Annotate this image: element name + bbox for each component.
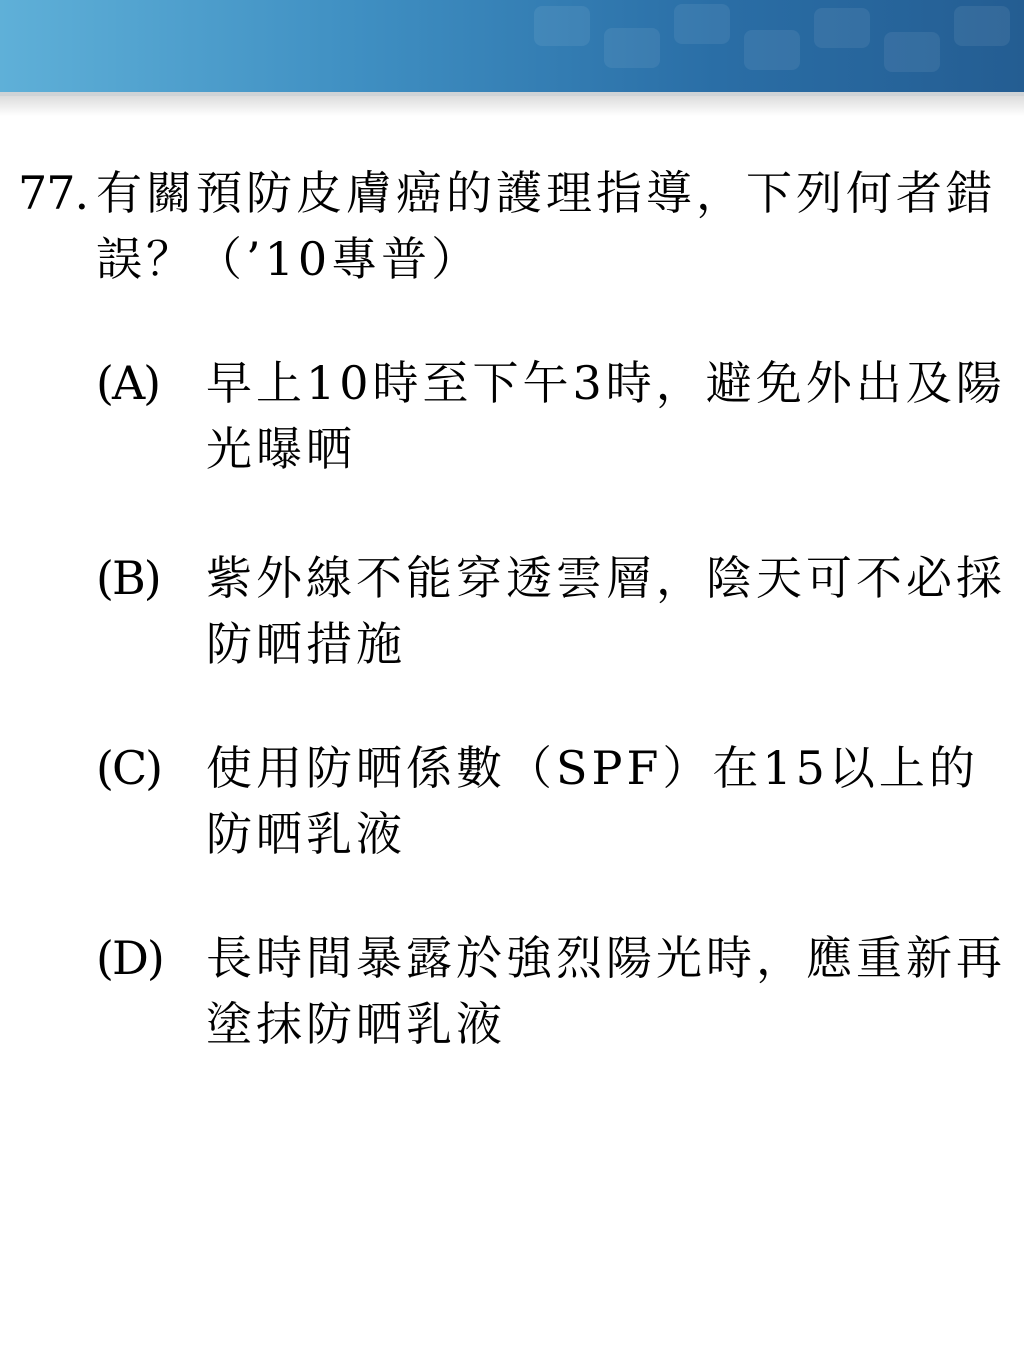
option-b-letter: (B) xyxy=(96,551,160,605)
option-b-text: 紫外線不能穿透雲層，陰天可不必採防晒措施 xyxy=(206,551,1006,671)
option-c-letter: (C) xyxy=(96,741,162,795)
option-a-text: 早上10時至下午3時，避免外出及陽光曝晒 xyxy=(206,356,1006,476)
question-text: 有關預防皮膚癌的護理指導，下列何者錯誤？（’10專普） xyxy=(96,166,996,286)
option-d-letter: (D) xyxy=(96,931,163,985)
header-bar xyxy=(0,0,1024,92)
header-shadow xyxy=(0,96,1024,116)
option-c-text: 使用防晒係數（SPF）在15以上的防晒乳液 xyxy=(206,741,979,861)
option-d-text: 長時間暴露於強烈陽光時，應重新再塗抹防晒乳液 xyxy=(206,931,1006,1051)
question-number: 77. xyxy=(18,166,89,220)
option-a-letter: (A) xyxy=(96,356,160,410)
header-decoration xyxy=(504,0,1024,92)
